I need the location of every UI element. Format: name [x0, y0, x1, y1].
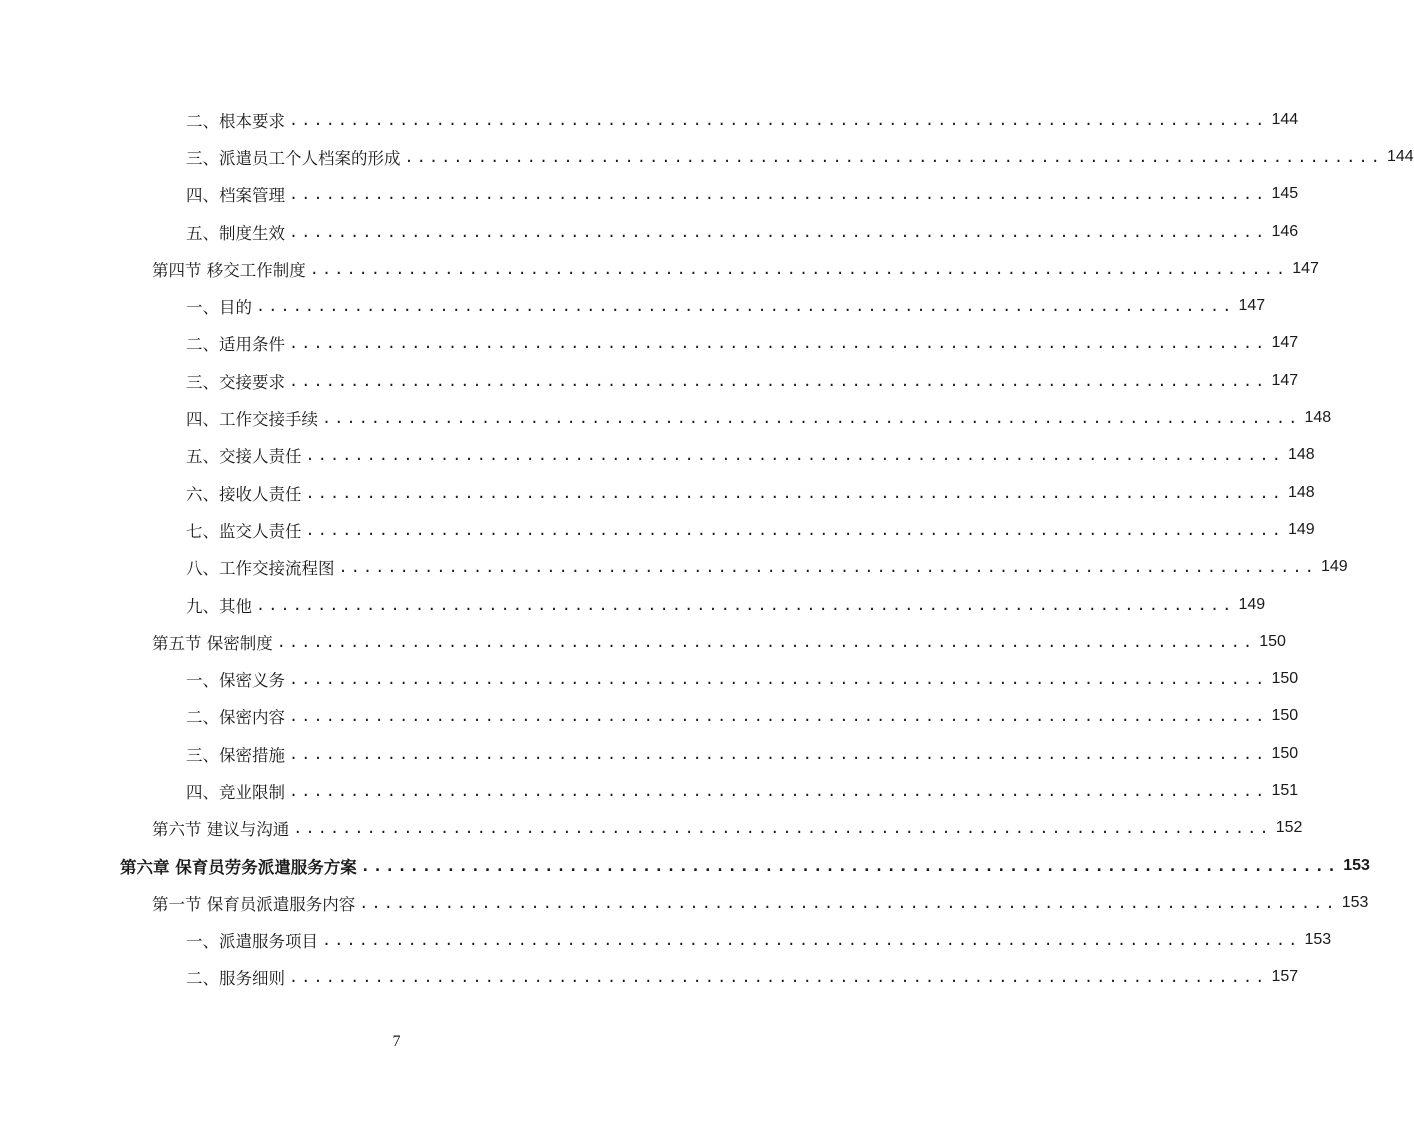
toc-dot-leader: ................................................................................	[305, 483, 1284, 502]
toc-dot-leader: ................................................................................	[305, 520, 1284, 539]
toc-entry[interactable]	[0, 959, 1299, 996]
toc-dot-leader: ................................................................................	[289, 222, 1268, 241]
toc-entry-page: 150	[1271, 744, 1299, 762]
toc-entry-title: 第六节 建议与沟通	[152, 820, 290, 840]
toc-entry[interactable]	[0, 549, 1348, 586]
toc-entry-title: 七、监交人责任	[186, 521, 302, 541]
toc-entry[interactable]	[0, 810, 1303, 847]
page-number: 7	[392, 1033, 401, 1050]
toc-entry-page: 148	[1304, 409, 1332, 427]
toc-entry-title: 二、服务细则	[186, 969, 285, 989]
toc-entry-title: 三、派遣员工个人档案的形成	[186, 148, 401, 168]
toc-entry-page: 148	[1287, 446, 1315, 464]
toc-entry-page: 149	[1238, 595, 1266, 613]
toc-dot-leader: ................................................................................	[256, 595, 1235, 614]
toc-entry-title: 四、档案管理	[186, 186, 285, 206]
toc-entry[interactable]	[0, 250, 1319, 287]
toc-entry-title: 五、制度生效	[186, 223, 285, 243]
toc-entry[interactable]	[0, 922, 1332, 959]
toc-entry-title: 一、派遣服务项目	[186, 932, 318, 952]
toc-entry-page: 147	[1271, 371, 1299, 389]
toc-entry-title: 二、适用条件	[186, 335, 285, 355]
toc-dot-leader: ................................................................................	[289, 968, 1268, 987]
toc-dot-leader: ................................................................................	[289, 670, 1268, 689]
toc-dot-leader: ................................................................................	[359, 893, 1338, 912]
toc-entry-page: 147	[1292, 259, 1319, 277]
toc-entry-page: 153	[1304, 931, 1332, 949]
toc-entry[interactable]	[0, 735, 1299, 772]
toc-entry-page: 153	[1341, 893, 1369, 911]
toc-dot-leader: ................................................................................	[289, 707, 1268, 726]
toc-dot-leader: ................................................................................	[305, 446, 1284, 465]
toc-entry[interactable]	[0, 586, 1266, 623]
toc-entry[interactable]	[0, 362, 1299, 399]
toc-entry-title: 四、工作交接手续	[186, 410, 318, 430]
toc-entry-title: 二、根本要求	[186, 111, 285, 131]
toc-entry-page: 149	[1287, 520, 1315, 538]
toc-entry-title: 第六章 保育员劳务派遣服务方案	[120, 857, 357, 877]
toc-entry-page: 144	[1386, 147, 1414, 165]
toc-entry-page: 145	[1271, 185, 1299, 203]
toc-entry[interactable]	[0, 474, 1315, 511]
toc-entry[interactable]	[0, 660, 1299, 697]
toc-entry[interactable]	[0, 287, 1266, 324]
toc-entry-page: 149	[1320, 558, 1348, 576]
toc-entry-title: 三、交接要求	[186, 372, 285, 392]
toc-entry-title: 三、保密措施	[186, 745, 285, 765]
toc-dot-leader: ................................................................................	[360, 856, 1340, 875]
toc-dot-leader: ................................................................................	[289, 334, 1268, 353]
toc-entry[interactable]	[0, 623, 1286, 660]
toc-entry-title: 第四节 移交工作制度	[152, 260, 306, 280]
toc-entry-title: 第一节 保育员派遣服务内容	[152, 894, 356, 914]
toc-entry-title: 一、保密义务	[186, 671, 285, 691]
toc-entry-page: 151	[1271, 781, 1299, 799]
toc-dot-leader: ................................................................................	[293, 819, 1272, 838]
toc-entry[interactable]	[0, 772, 1299, 809]
toc-dot-leader: ................................................................................	[289, 371, 1268, 390]
toc-dot-leader: ................................................................................	[256, 297, 1235, 316]
toc-entry-title: 五、交接人责任	[186, 447, 302, 467]
toc-dot-leader: ................................................................................	[309, 259, 1289, 278]
toc-entry-page: 150	[1259, 632, 1286, 650]
toc-dot-leader: ................................................................................	[289, 110, 1268, 129]
toc-entry[interactable]	[0, 176, 1299, 213]
toc-entry-page: 144	[1271, 110, 1299, 128]
toc-entry-page: 147	[1238, 297, 1266, 315]
toc-dot-leader: ................................................................................	[338, 558, 1317, 577]
toc-entry[interactable]	[0, 698, 1299, 735]
toc-entry-page: 148	[1287, 483, 1315, 501]
toc-entry[interactable]	[0, 437, 1315, 474]
toc-dot-leader: ................................................................................	[289, 744, 1268, 763]
toc-dot-leader: ................................................................................	[404, 147, 1383, 166]
toc-dot-leader: ................................................................................	[276, 632, 1256, 651]
toc-entry[interactable]	[0, 399, 1332, 436]
toc-entry-title: 第五节 保密制度	[152, 633, 273, 653]
toc-entry[interactable]	[0, 847, 1370, 884]
toc-entry[interactable]	[0, 213, 1299, 250]
toc-entry[interactable]	[0, 884, 1369, 921]
toc-entry-page: 157	[1271, 968, 1299, 986]
toc-entry-page: 153	[1343, 856, 1370, 874]
toc-entry-title: 二、保密内容	[186, 708, 285, 728]
toc-entry-title: 六、接收人责任	[186, 484, 302, 504]
toc-entry-page: 152	[1275, 819, 1303, 837]
toc-entry[interactable]	[0, 511, 1315, 548]
toc-entry-page: 146	[1271, 222, 1299, 240]
toc-dot-leader: ................................................................................	[289, 781, 1268, 800]
table-of-contents	[0, 101, 1414, 996]
toc-entry[interactable]	[0, 138, 1414, 175]
toc-entry-page: 150	[1271, 670, 1299, 688]
toc-entry-title: 一、目的	[186, 298, 252, 318]
toc-dot-leader: ................................................................................	[322, 409, 1301, 428]
toc-entry[interactable]	[0, 101, 1299, 138]
toc-entry-title: 九、其他	[186, 596, 252, 616]
toc-dot-leader: ................................................................................	[289, 185, 1268, 204]
toc-entry-page: 150	[1271, 707, 1299, 725]
toc-entry-title: 八、工作交接流程图	[186, 559, 335, 579]
toc-dot-leader: ................................................................................	[322, 931, 1301, 950]
toc-entry-title: 四、竞业限制	[186, 782, 285, 802]
toc-entry[interactable]	[0, 325, 1299, 362]
toc-entry-page: 147	[1271, 334, 1299, 352]
